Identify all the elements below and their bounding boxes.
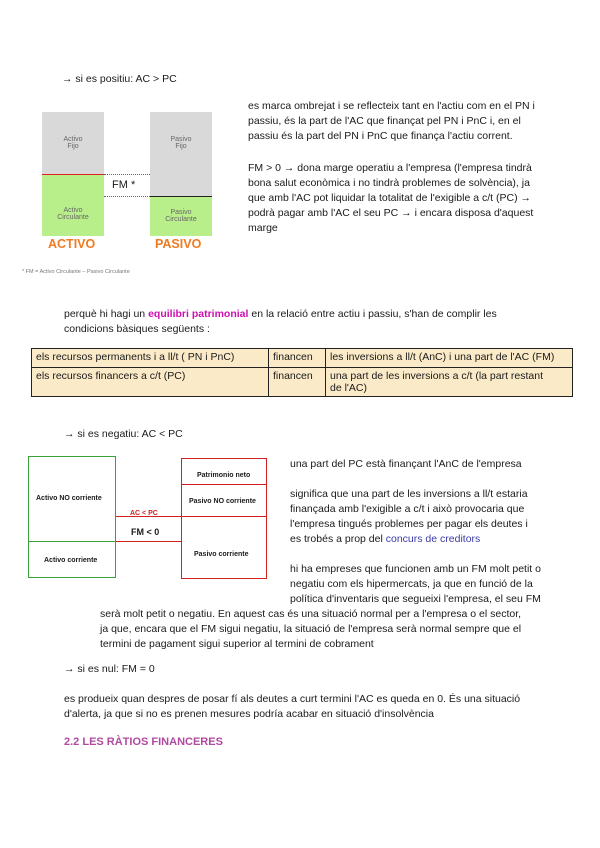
- ac-pc-label: AC < PC: [130, 510, 158, 517]
- fm-footnote: * FM = Activo Circulante – Pasivo Circulante: [22, 269, 130, 275]
- table-cell: les inversions a ll/t (AnC) i una part de l'AC (FM): [326, 349, 573, 368]
- table-row: [32, 368, 573, 397]
- fm-negative-label: FM < 0: [131, 527, 160, 537]
- activo-circulante-label: Activo Circulante: [57, 207, 89, 221]
- pasivo-fijo-box: [150, 112, 212, 196]
- activo-divider: [28, 541, 116, 542]
- table-cell: financen: [269, 368, 326, 397]
- equilibri-line-1: [64, 307, 497, 322]
- text-line: política d'inventaris que segueixi l'empresa, el seu FM: [290, 593, 541, 605]
- text-span: es trobés a prop del: [290, 533, 386, 545]
- fm-bottom-line: [116, 541, 181, 542]
- text-line: passiu és la part del PN i PnC que finança l'actiu corrent.: [248, 130, 513, 142]
- positive-heading: → si es positiu: AC > PC: [62, 73, 177, 85]
- text-line: finançada amb l'exigible a c/t i això provocaria que: [290, 503, 525, 515]
- text-line: passiu, és la part de l'AC que finançat pel PN i PnC i, en el: [248, 115, 521, 127]
- activo-fijo-box: [42, 112, 104, 174]
- text-line: serà molt petit o negatiu. En aquest cas és una situació normal per a l'empresa o el sector,: [100, 608, 522, 620]
- table-cell: els recursos financers a c/t (PC): [32, 368, 269, 397]
- text-line: [290, 532, 480, 547]
- text-line: marge: [248, 222, 278, 234]
- text-line: negatiu com els hipermercats, ja que en funció de la: [290, 578, 533, 590]
- pasivo-caption: PASIVO: [155, 237, 202, 251]
- text-line: significa que una part de les inversions a ll/t estaria: [290, 488, 528, 500]
- fm-top-line: [116, 516, 181, 517]
- table-row: [32, 349, 573, 368]
- activo-fijo-label: Activo Fijo: [63, 136, 83, 150]
- pasivo-corriente-label: Pasivo corriente: [194, 551, 249, 558]
- table-cell: una part de les inversions a c/t (la part restant de l'AC): [326, 368, 573, 397]
- section-title: 2.2 LES RÀTIOS FINANCERES: [64, 736, 223, 748]
- text-line: l'empresa tingués problemes per pagar els deutes i: [290, 518, 528, 530]
- fm-bottom-dotted-line: [104, 196, 150, 197]
- text-line: es produeix quan despres de posar fí als deutes a curt termini l'AC es queda en 0. És una situació: [64, 693, 521, 705]
- equilibri-line-2: condicions bàsiques següents :: [64, 323, 210, 335]
- concurs-creditors-link[interactable]: concurs de creditors: [385, 533, 481, 545]
- table-cell: financen: [269, 349, 326, 368]
- text-line: FM > 0 → dona marge operatiu a l'empresa (l'empresa tindrà: [248, 162, 532, 174]
- text-line: hi ha empreses que funcionen amb un FM molt petit o: [290, 563, 541, 575]
- fm-top-dotted-line: [104, 174, 150, 175]
- text-line: bona salut econòmica i no tindrà problemes de solvència), ja: [248, 177, 530, 189]
- activo-caption: ACTIVO: [48, 237, 96, 251]
- activo-no-corriente-label: Activo NO corriente: [36, 495, 102, 502]
- table-cell: els recursos permanents i a ll/t ( PN i PnC): [32, 349, 269, 368]
- text-line: una part del PC està finançant l'AnC de l'empresa: [290, 458, 522, 470]
- patrimonio-neto-label: Patrimonio neto: [197, 472, 251, 479]
- null-heading: → si es nul: FM = 0: [64, 663, 155, 675]
- text-line: d'alerta, ja que si no es prenen mesures podría acabar en situació d'insolvència: [64, 708, 434, 720]
- equilibri-before: perquè hi hagi un: [64, 308, 149, 320]
- pasivo-no-corriente-label: Pasivo NO corriente: [189, 498, 256, 505]
- pnc-divider: [181, 516, 267, 517]
- fm-label: FM *: [112, 179, 136, 191]
- equilibri-accent: equilibri patrimonial: [148, 308, 249, 320]
- text-line: es marca ombrejat i se reflecteix tant en l'actiu com en el PN i: [248, 100, 535, 112]
- equilibri-after: en la relació entre actiu i passiu, s'han de complir les: [248, 308, 497, 320]
- pasivo-circulante-box: [150, 196, 212, 236]
- pasivo-circulante-label: Pasivo Circulante: [165, 209, 197, 223]
- text-line: podrà pagar amb l'AC el seu PC → i encara disposa d'aquest: [248, 207, 534, 219]
- activo-circulante-box: [42, 174, 104, 236]
- conditions-table: [31, 348, 573, 397]
- pn-divider: [181, 484, 267, 485]
- pasivo-fijo-label: Pasivo Fijo: [170, 136, 192, 150]
- negative-heading: → si es negatiu: AC < PC: [64, 428, 183, 440]
- text-line: termini de pagament sigui superior al termini de cobrament: [100, 638, 374, 650]
- activo-corriente-label: Activo corriente: [44, 557, 98, 564]
- text-line: ja que, encara que el FM sigui negatiu, la situació de l'empresa serà normal sempre que el: [100, 623, 522, 635]
- text-line: que amb l'AC pot liquidar la totalitat de l'exigible a c/t (PC) →: [248, 192, 531, 204]
